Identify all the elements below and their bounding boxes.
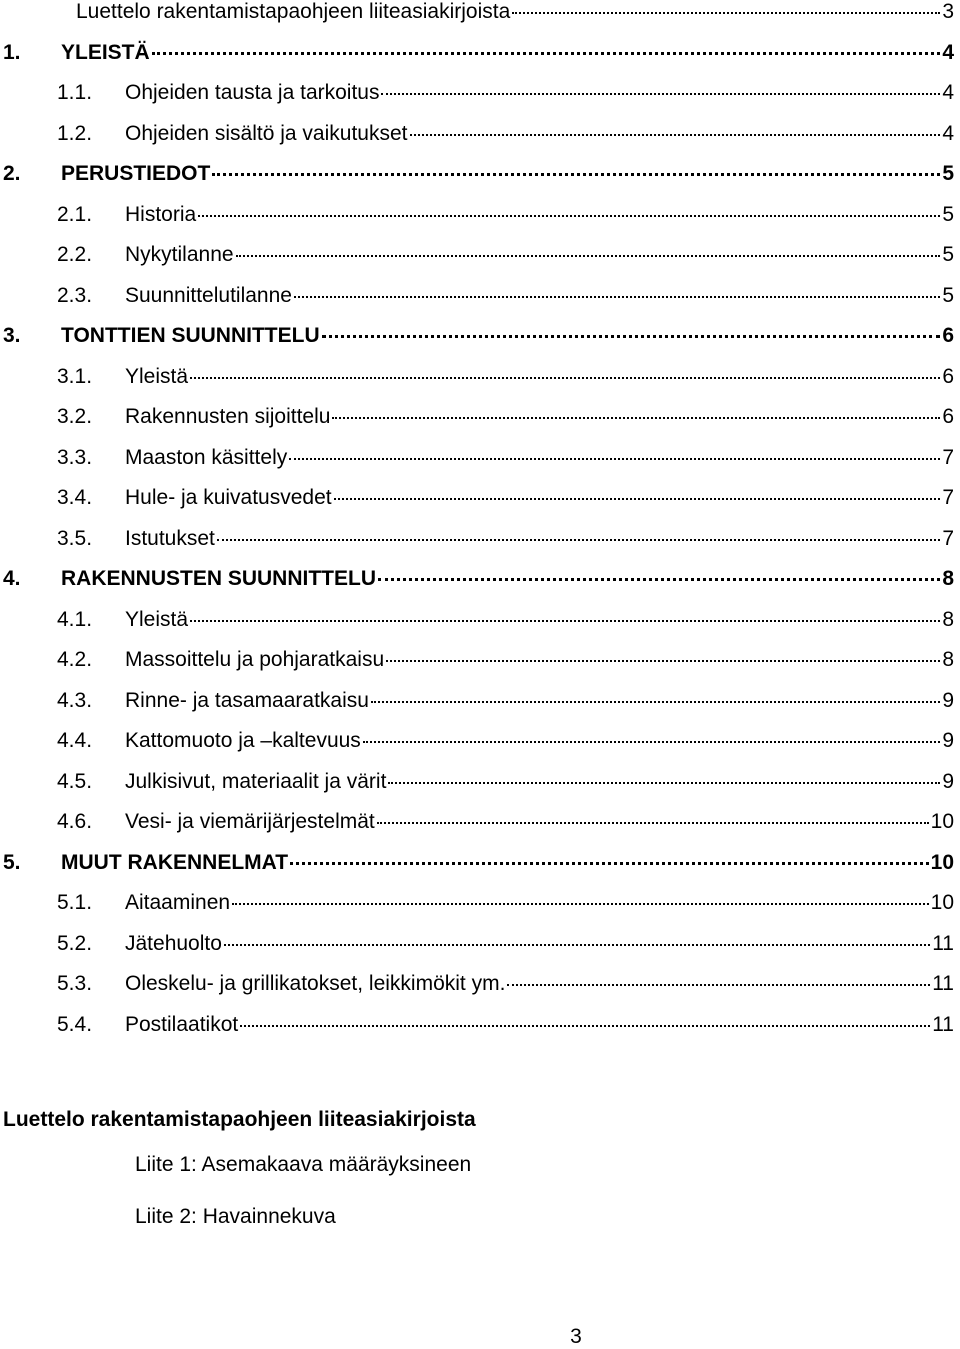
toc-entry-page: 6 (942, 364, 954, 388)
toc-entry[interactable] (0, 438, 954, 478)
toc-dot-leader (388, 774, 940, 784)
toc-entry-page: 11 (932, 931, 954, 955)
toc-entry-title: Rakennusten sijoittelu (125, 405, 331, 428)
toc-dot-leader (198, 207, 940, 217)
toc-entry[interactable] (0, 357, 954, 397)
toc-entry[interactable] (0, 802, 954, 842)
toc-entry-number: 1.2. (57, 121, 93, 145)
toc-entry-number: 3.5. (57, 526, 93, 550)
appendix-item-1: Liite 1: Asemakaava määräyksineen (135, 1153, 472, 1176)
toc-entry-number: 3.3. (57, 445, 93, 469)
toc-entry-title: PERUSTIEDOT (61, 162, 211, 185)
toc-entry-title: Yleistä (125, 364, 189, 388)
toc-entry-page: 4 (942, 121, 954, 145)
toc-entry-number: 4.5. (57, 769, 93, 793)
toc-entry-number: 2.3. (57, 283, 93, 307)
toc-entry-number: 5.3. (57, 972, 93, 995)
toc-dot-leader (322, 327, 941, 338)
toc-dot-leader (378, 570, 940, 581)
toc-entry-number: 4.4. (57, 729, 93, 752)
toc-entry-page: 8 (942, 567, 954, 590)
toc-dot-leader (224, 936, 930, 946)
toc-entry-title: Ohjeiden sisältö ja vaikutukset (125, 121, 408, 145)
toc-entry[interactable] (0, 0, 954, 32)
toc-entry-page: 11 (932, 972, 954, 995)
toc-entry-title: Nykytilanne (125, 243, 234, 266)
toc-entry[interactable] (0, 519, 954, 559)
toc-entry[interactable] (0, 478, 954, 518)
toc-dot-leader (289, 450, 940, 460)
toc-entry-page: 8 (942, 648, 954, 671)
toc-entry[interactable] (0, 721, 954, 761)
toc-entry[interactable] (0, 843, 954, 883)
toc-dot-leader (363, 733, 941, 743)
toc-entry-page: 10 (930, 810, 954, 833)
toc-entry[interactable] (0, 640, 954, 680)
toc-entry-number: 2. (3, 162, 21, 185)
toc-entry-title: Jätehuolto (125, 931, 222, 955)
toc-entry-number: 5.2. (57, 931, 93, 955)
toc-entry-number: 4.1. (57, 607, 93, 631)
toc-entry[interactable] (0, 924, 954, 964)
toc-entry-page: 10 (930, 891, 954, 914)
toc-entry[interactable] (0, 33, 954, 73)
toc-entry-number: 2.2. (57, 243, 93, 266)
toc-entry-title: TONTTIEN SUUNNITTELU (61, 324, 320, 347)
toc-entry-number: 2.1. (57, 202, 93, 226)
toc-entry-page: 3 (942, 0, 954, 23)
toc-entry-title: Massoittelu ja pohjaratkaisu (125, 648, 385, 671)
toc-entry-page: 4 (942, 81, 954, 104)
toc-entry-page: 6 (942, 405, 954, 428)
toc-entry-number: 4.6. (57, 810, 93, 833)
toc-dot-leader (236, 247, 941, 257)
toc-entry-number: 5. (3, 850, 21, 874)
toc-dot-leader (290, 854, 929, 865)
toc-entry[interactable] (0, 600, 954, 640)
toc-dot-leader (190, 612, 940, 622)
toc-entry-number: 5.1. (57, 891, 93, 914)
toc-entry[interactable] (0, 762, 954, 802)
toc-entry[interactable] (0, 883, 954, 923)
toc-entry-number: 3.2. (57, 405, 93, 428)
toc-entry-number: 3.1. (57, 364, 93, 388)
toc-entry-number: 3. (3, 324, 21, 347)
toc-entry-title: Kattomuoto ja –kaltevuus (125, 729, 361, 752)
toc-entry[interactable] (0, 235, 954, 275)
toc-entry-title: Historia (125, 202, 197, 226)
toc-entry-title: Vesi- ja viemärijärjestelmät (125, 810, 375, 833)
toc-entry-title: Suunnittelutilanne (125, 283, 292, 307)
toc-entry[interactable] (0, 397, 954, 437)
toc-entry-page: 5 (942, 243, 954, 266)
toc-entry-page: 6 (942, 324, 954, 347)
toc-entry-title: Yleistä (125, 607, 189, 631)
toc-entry-page: 4 (942, 40, 954, 64)
toc-entry-number: 3.4. (57, 486, 93, 509)
toc-entry-title: Oleskelu- ja grillikatokset, leikkimökit ym. (125, 972, 506, 995)
toc-dot-leader (334, 490, 941, 500)
toc-dot-leader (381, 85, 940, 95)
toc-dot-leader (152, 44, 941, 55)
toc-entry[interactable] (0, 73, 954, 113)
toc-entry-page: 5 (942, 202, 954, 226)
toc-entry-page: 7 (942, 486, 954, 509)
toc-dot-leader (212, 165, 940, 176)
toc-entry[interactable] (0, 681, 954, 721)
toc-dot-leader (386, 652, 940, 662)
toc-dot-leader (217, 531, 940, 541)
toc-entry-title: MUUT RAKENNELMAT (61, 850, 289, 874)
toc-dot-leader (240, 1017, 930, 1027)
toc-dot-leader (190, 369, 940, 379)
toc-entry[interactable] (0, 154, 954, 194)
toc-entry-page: 9 (942, 688, 954, 712)
toc-entry-title: Ohjeiden tausta ja tarkoitus (125, 81, 380, 104)
toc-entry-page: 5 (942, 162, 954, 185)
toc-entry-page: 7 (942, 526, 954, 550)
toc-entry-title: Maaston käsittely (125, 445, 288, 469)
toc-entry-title: Luettelo rakentamistapaohjeen liiteasiakirjoista (76, 0, 511, 23)
toc-entry-title: Postilaatikot (125, 1012, 239, 1036)
toc-dot-leader (410, 126, 941, 136)
toc-entry-number: 4. (3, 567, 21, 590)
toc-entry-title: Hule- ja kuivatusvedet (125, 486, 332, 509)
toc-entry-number: 5.4. (57, 1012, 93, 1036)
toc-entry-number: 4.3. (57, 688, 93, 712)
toc-dot-leader (371, 693, 940, 703)
toc-entry-page: 10 (930, 850, 954, 874)
toc-entry[interactable] (0, 559, 954, 599)
toc-entry[interactable] (0, 276, 954, 316)
toc-entry-page: 9 (942, 729, 954, 752)
toc-entry-page: 9 (942, 769, 954, 793)
page-number: 3 (570, 1325, 582, 1348)
toc-entry-title: Rinne- ja tasamaaratkaisu (125, 688, 369, 712)
toc-entry-title: RAKENNUSTEN SUUNNITTELU (61, 567, 376, 590)
toc-dot-leader (377, 814, 929, 824)
toc-entry[interactable] (0, 114, 954, 154)
toc-dot-leader (512, 4, 940, 14)
toc-entry-page: 5 (942, 283, 954, 307)
toc-entry-page: 7 (942, 445, 954, 469)
toc-entry-title: Aitaaminen (125, 891, 231, 914)
appendix-item-2: Liite 2: Havainnekuva (135, 1205, 336, 1228)
toc-entry[interactable] (0, 195, 954, 235)
toc-entry-page: 8 (942, 607, 954, 631)
toc-entry-number: 1. (3, 40, 21, 64)
toc-entry-title: Julkisivut, materiaalit ja värit (125, 769, 387, 793)
toc-entry[interactable] (0, 316, 954, 356)
toc-entry-title: Istutukset (125, 526, 215, 550)
toc-dot-leader (232, 895, 929, 905)
toc-dot-leader (332, 409, 940, 419)
toc-dot-leader (294, 288, 940, 298)
toc-entry-title: YLEISTÄ (61, 40, 150, 64)
toc-entry-number: 1.1. (57, 81, 93, 104)
appendix-heading: Luettelo rakentamistapaohjeen liiteasiakirjoista (3, 1108, 476, 1131)
toc-entry[interactable] (0, 964, 954, 1004)
toc-entry-page: 11 (932, 1012, 954, 1036)
toc-entry[interactable] (0, 1005, 954, 1045)
toc-dot-leader (507, 976, 930, 986)
toc-entry-number: 4.2. (57, 648, 93, 671)
